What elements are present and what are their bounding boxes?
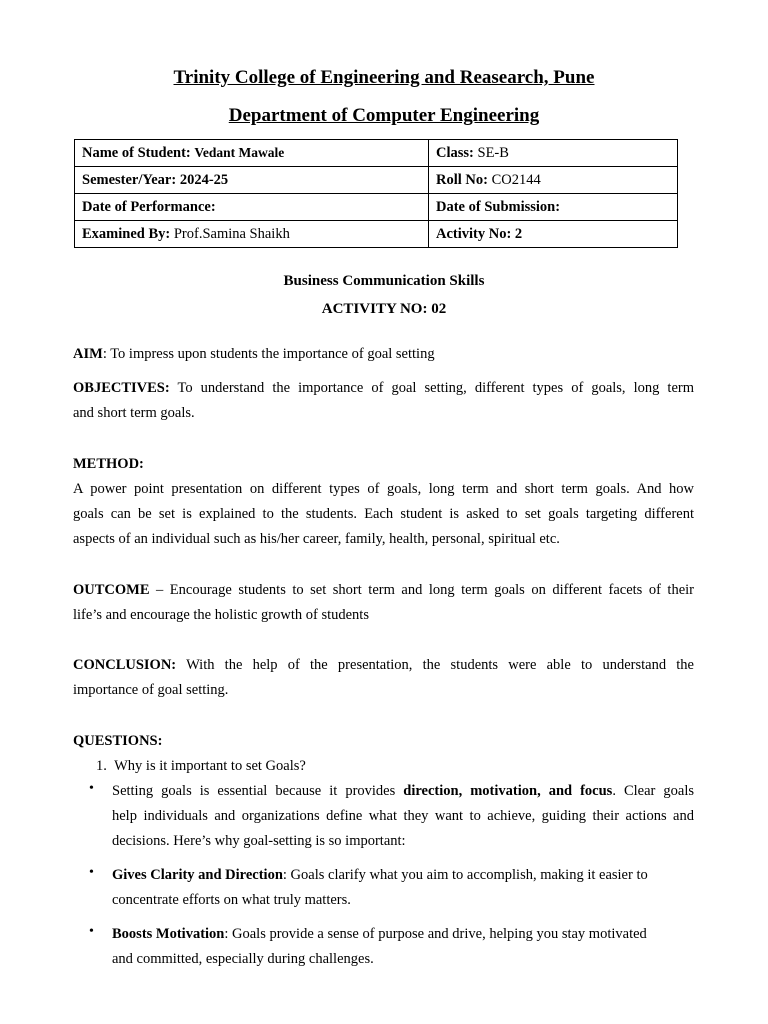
student-name-value: Vedant Mawale xyxy=(194,145,285,160)
objectives-line-1 xyxy=(73,376,694,401)
bullet-3-text: : Goals provide a sense of purpose and drive, helping you stay motivated xyxy=(224,926,647,942)
activity-label: Activity No: xyxy=(436,226,512,242)
bullet-3-line-2: and committed, especially during challenges. xyxy=(112,951,374,967)
conclusion-label: CONCLUSION: xyxy=(73,657,177,673)
table-row xyxy=(75,221,678,248)
examiner-label: Examined By: xyxy=(82,226,171,242)
examiner-cell xyxy=(75,221,429,248)
bullet-2-text: : Goals clarify what you aim to accomplish, making it easier to xyxy=(282,867,648,883)
conclusion-line-1 xyxy=(73,653,694,678)
question-1 xyxy=(96,754,306,779)
student-name-cell xyxy=(75,140,429,167)
examiner-value: Prof.Samina Shaikh xyxy=(173,226,290,242)
objectives-line-2: and short term goals. xyxy=(73,405,195,421)
bullet-1-text: Setting goals is essential because it provides xyxy=(112,783,404,799)
bullet-1-line-2: help individuals and organizations define what they want to achieve, guiding their actions and xyxy=(112,808,694,824)
outcome-line-2: life’s and encourage the holistic growth of students xyxy=(73,607,369,623)
method-line-2: goals can be set is explained to the students. Each student is asked to set goals targeting different xyxy=(73,506,694,522)
outcome-text: – Encourage students to set short term and long term goals on different facets of their xyxy=(149,582,694,598)
bullet-icon: • xyxy=(89,781,94,796)
outcome-label: OUTCOME xyxy=(73,582,150,598)
question-number: 1. xyxy=(96,758,107,774)
method-line-3: aspects of an individual such as his/her career, family, health, personal, spiritual etc. xyxy=(73,531,560,547)
activity-cell xyxy=(429,221,678,248)
bullet-1-text-end: . Clear goals xyxy=(612,783,694,799)
bullet-2-line-2: concentrate efforts on what truly matters. xyxy=(112,892,351,908)
aim-text: : To impress upon students the importance of goal setting xyxy=(102,346,435,362)
class-cell xyxy=(429,140,678,167)
bullet-2-line-1 xyxy=(112,863,694,888)
method-label: METHOD: xyxy=(73,456,144,472)
activity-heading: ACTIVITY NO: 02 xyxy=(321,301,447,317)
submission-date-cell xyxy=(429,194,678,221)
aim-paragraph xyxy=(73,342,694,367)
semester-value: 2024-25 xyxy=(179,172,229,188)
activity-value: 2 xyxy=(514,226,523,242)
aim-label: AIM xyxy=(73,346,103,362)
department-title: Department of Computer Engineering xyxy=(228,105,540,126)
table-row xyxy=(75,194,678,221)
roll-cell xyxy=(429,167,678,194)
table-row xyxy=(75,167,678,194)
question-text: Why is it important to set Goals? xyxy=(114,758,306,774)
subject-title: Business Communication Skills xyxy=(283,273,485,289)
performance-date-label: Date of Performance: xyxy=(82,199,216,215)
table-row xyxy=(75,140,678,167)
bullet-3-line-1 xyxy=(112,922,694,947)
class-value: SE-B xyxy=(477,145,509,161)
college-title: Trinity College of Engineering and Reasearch, Pune xyxy=(173,67,595,88)
questions-label: QUESTIONS: xyxy=(73,733,163,749)
method-line-1: A power point presentation on different types of goals, long term and short term goals. And how xyxy=(73,481,694,497)
bullet-icon: • xyxy=(89,865,94,880)
conclusion-text: With the help of the presentation, the students were able to understand the xyxy=(186,657,694,673)
performance-date-cell xyxy=(75,194,429,221)
semester-cell xyxy=(75,167,429,194)
semester-label: Semester/Year: xyxy=(82,172,177,188)
roll-value: CO2144 xyxy=(491,172,541,188)
roll-label: Roll No: xyxy=(436,172,488,188)
bullet-3-emphasis: Boosts Motivation xyxy=(112,926,225,942)
submission-date-label: Date of Submission: xyxy=(436,199,561,215)
student-info-table xyxy=(74,139,678,248)
bullet-1-line-1 xyxy=(112,779,694,804)
student-name-label: Name of Student: xyxy=(82,145,191,161)
outcome-line-1 xyxy=(73,578,694,603)
objectives-label: OBJECTIVES: xyxy=(73,380,170,396)
bullet-1-line-3: decisions. Here’s why goal-setting is so important: xyxy=(112,833,406,849)
class-label: Class: xyxy=(436,145,474,161)
objectives-text: To understand the importance of goal setting, different types of goals, long term xyxy=(177,380,694,396)
bullet-1-emphasis: direction, motivation, and focus xyxy=(403,783,613,799)
bullet-2-emphasis: Gives Clarity and Direction xyxy=(112,867,283,883)
bullet-icon: • xyxy=(89,924,94,939)
conclusion-line-2: importance of goal setting. xyxy=(73,682,229,698)
